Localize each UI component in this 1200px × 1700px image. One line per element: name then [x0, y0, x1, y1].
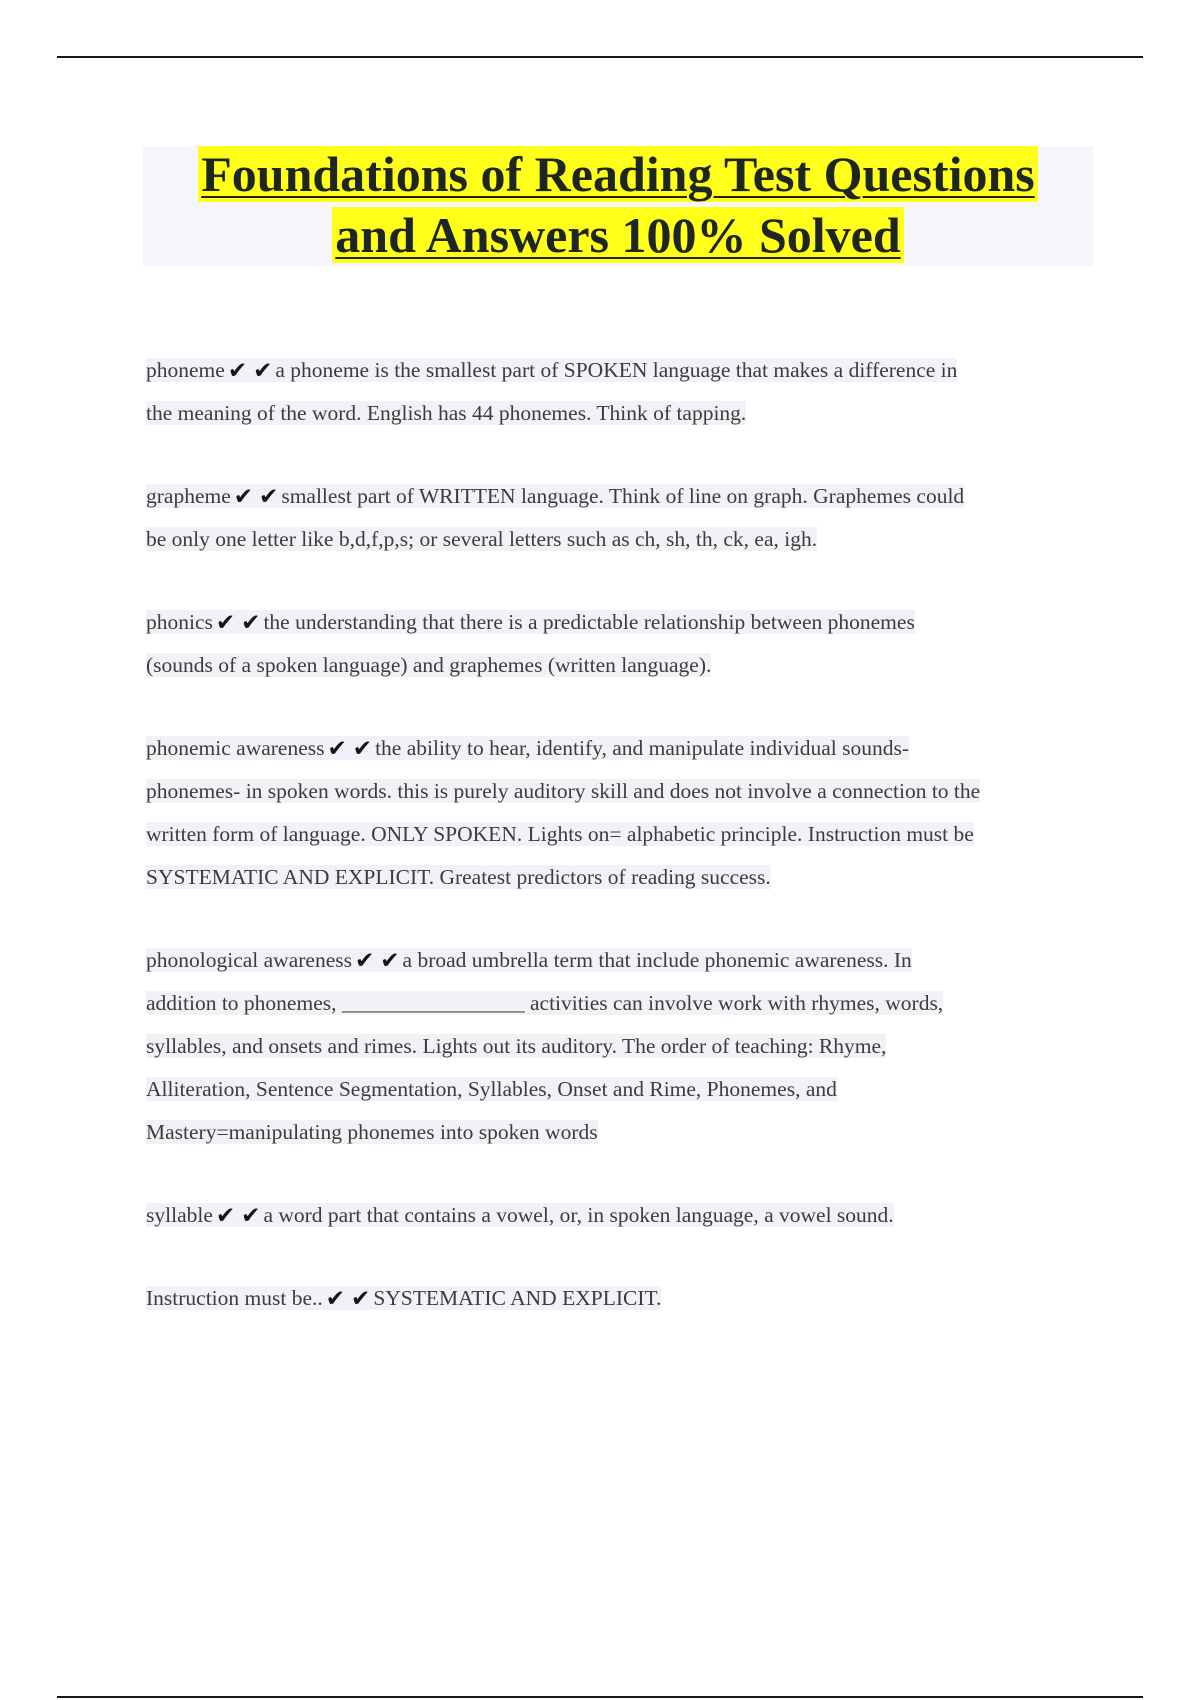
- entry-line-text: [146, 527, 817, 551]
- entry-line-text: [146, 736, 909, 760]
- check-mark-icon: ✔: [327, 736, 347, 762]
- entry-line-text: [146, 948, 912, 972]
- check-mark-icon: ✔: [227, 358, 248, 384]
- top-rule: [57, 56, 1143, 58]
- entry-line: [146, 601, 1091, 644]
- qa-entries: [146, 349, 1091, 1360]
- entry-line-text: [146, 822, 974, 846]
- check-mark-icon: ✔: [241, 1203, 261, 1229]
- entry-line-text: [146, 653, 711, 677]
- entry-line-text: [146, 1077, 837, 1101]
- entry-line: [146, 939, 1091, 982]
- entry-definition-continued: SYSTEMATIC AND EXPLICIT. Greatest predictors of reading success.: [146, 865, 771, 889]
- qa-entry: [146, 601, 1091, 687]
- entry-definition: a word part that contains a vowel, or, in spoken language, a vowel sound.: [263, 1203, 894, 1227]
- entry-line: [146, 392, 1091, 435]
- entry-line-text: [146, 1203, 894, 1227]
- entry-definition: a phoneme is the smallest part of SPOKEN language that makes a difference in: [275, 358, 958, 382]
- check-mark-icon: ✔: [233, 484, 254, 510]
- entry-definition-continued: phonemes- in spoken words. this is purely auditory skill and does not involve a connection to the: [146, 779, 981, 803]
- check-mark-icon: ✔: [215, 1203, 236, 1229]
- check-mark-icon: ✔: [241, 610, 261, 636]
- check-mark-icon: ✔: [253, 358, 273, 384]
- entry-line-text: [146, 610, 915, 634]
- entry-definition: SYSTEMATIC AND EXPLICIT.: [373, 1286, 662, 1310]
- entry-line: [146, 518, 1091, 561]
- entry-line-text: [146, 1120, 598, 1144]
- entry-line: [146, 644, 1091, 687]
- entry-definition-continued: addition to phonemes, _________________ activities can involve work with rhymes, words,: [146, 991, 944, 1015]
- entry-line: [146, 349, 1091, 392]
- entry-definition-continued: Alliteration, Sentence Segmentation, Syllables, Onset and Rime, Phonemes, and: [146, 1077, 837, 1101]
- entry-line-text: [146, 1034, 886, 1058]
- entry-line-text: [146, 779, 980, 803]
- entry-line: [146, 856, 1091, 899]
- entry-line: [146, 1025, 1091, 1068]
- check-mark-icon: ✔: [351, 1286, 371, 1312]
- entry-definition: the understanding that there is a predictable relationship between phonemes: [263, 610, 915, 634]
- check-mark-icon: ✔: [215, 610, 236, 636]
- check-mark-icon: ✔: [259, 484, 279, 510]
- entry-line-text: [146, 358, 957, 382]
- entry-line-text: [146, 1286, 661, 1310]
- entry-term: phoneme: [146, 358, 225, 382]
- entry-line-text: [146, 401, 746, 425]
- entry-definition-continued: Mastery=manipulating phonemes into spoken words: [146, 1120, 598, 1144]
- entry-line-text: [146, 484, 964, 508]
- entry-definition-continued: syllables, and onsets and rimes. Lights out its auditory. The order of teaching: Rhyme,: [146, 1034, 887, 1058]
- entry-definition-continued: be only one letter like b,d,f,p,s; or several letters such as ch, sh, th, ck, ea, igh.: [146, 527, 818, 551]
- title-line-1: Foundations of Reading Test Questions: [198, 146, 1038, 202]
- entry-term: phonological awareness: [146, 948, 352, 972]
- document-title: [143, 144, 1093, 266]
- qa-entry: [146, 939, 1091, 1154]
- entry-line: [146, 1277, 1091, 1320]
- entry-term: phonemic awareness: [146, 736, 325, 760]
- entry-line: [146, 1194, 1091, 1237]
- entry-line: [146, 1068, 1091, 1111]
- entry-term: syllable: [146, 1203, 213, 1227]
- qa-entry: [146, 1194, 1091, 1237]
- check-mark-icon: ✔: [325, 1286, 346, 1312]
- entry-definition-continued: written form of language. ONLY SPOKEN. Lights on= alphabetic principle. Instruction must be: [146, 822, 974, 846]
- qa-entry: [146, 1277, 1091, 1320]
- qa-entry: [146, 475, 1091, 561]
- entry-definition-continued: (sounds of a spoken language) and graphemes (written language).: [146, 653, 712, 677]
- entry-line-text: [146, 865, 771, 889]
- entry-term: phonics: [146, 610, 213, 634]
- qa-entry: [146, 349, 1091, 435]
- title-line-2: and Answers 100% Solved: [332, 207, 903, 263]
- qa-entry: [146, 727, 1091, 899]
- entry-term: grapheme: [146, 484, 231, 508]
- entry-line: [146, 475, 1091, 518]
- entry-line: [146, 813, 1091, 856]
- entry-line: [146, 727, 1091, 770]
- check-mark-icon: ✔: [380, 948, 400, 974]
- entry-line: [146, 770, 1091, 813]
- entry-term: Instruction must be..: [146, 1286, 323, 1310]
- bottom-rule: [57, 1696, 1143, 1698]
- entry-definition: the ability to hear, identify, and manipulate individual sounds-: [375, 736, 909, 760]
- entry-definition: a broad umbrella term that include phonemic awareness. In: [402, 948, 912, 972]
- entry-line: [146, 982, 1091, 1025]
- check-mark-icon: ✔: [352, 736, 373, 762]
- entry-line: [146, 1111, 1091, 1154]
- check-mark-icon: ✔: [354, 948, 375, 974]
- entry-definition: smallest part of WRITTEN language. Think of line on graph. Graphemes could: [281, 484, 965, 508]
- entry-line-text: [146, 991, 943, 1015]
- entry-definition-continued: the meaning of the word. English has 44 phonemes. Think of tapping.: [146, 401, 747, 425]
